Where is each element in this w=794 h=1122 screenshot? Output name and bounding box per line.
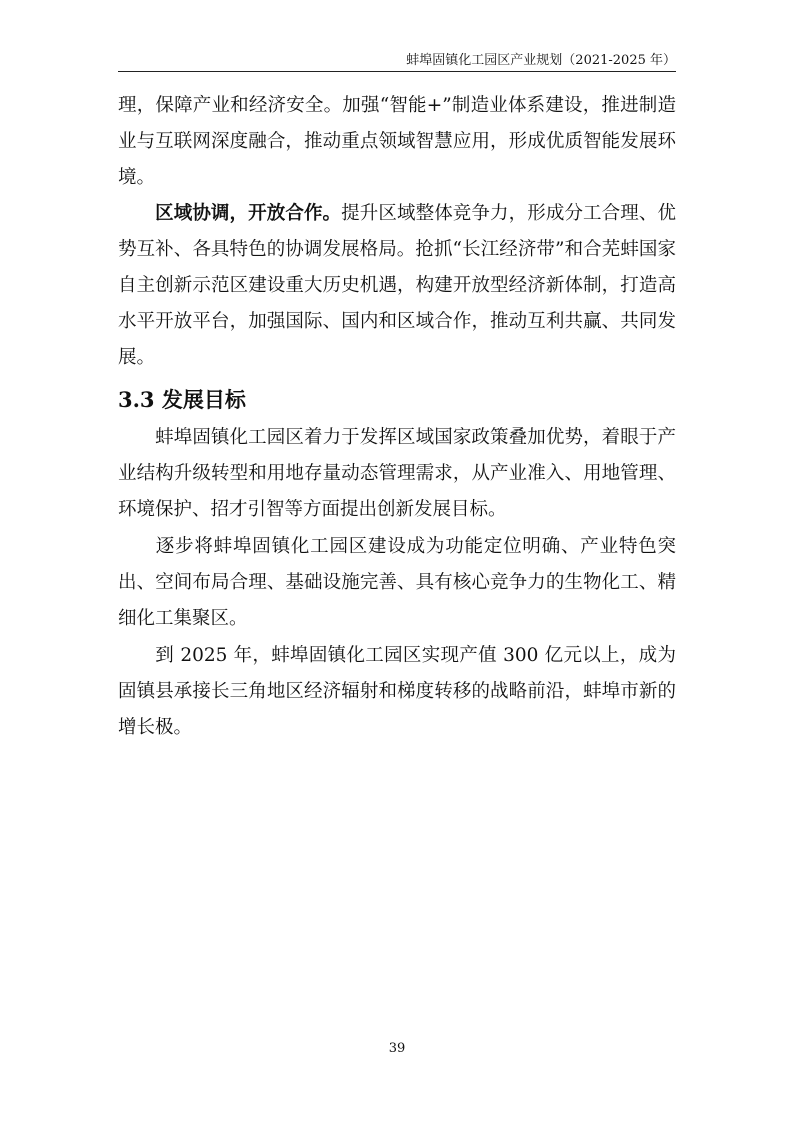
paragraph-text: 理，保障产业和经济安全。加强“智能+”制造业体系建设，推进制造业与互联网深度融合，推动重点领域智慧应用，形成优质智能发展环境。 [118,95,676,188]
paragraph-goal-intro [118,420,676,528]
paragraph-text: 逐步将蚌埠固镇化工园区建设成为功能定位明确、产业特色突出、空间布局合理、基础设施完善、具有核心竞争力的生物化工、精细化工集聚区。 [118,536,676,629]
paragraph-text: 蚌埠固镇化工园区着力于发挥区域国家政策叠加优势，着眼于产业结构升级转型和用地存量动态管理需求，从产业准入、用地管理、环境保护、招才引智等方面提出创新发展目标。 [118,427,676,520]
paragraph-goal-positioning [118,529,676,637]
paragraph-goal-2025 [118,638,676,746]
paragraph-text: 提升区域整体竞争力，形成分工合理、优势互补、各具特色的协调发展格局。抢抓“长江经济带”和合芜蚌国家自主创新示范区建设重大历史机遇，构建开放型经济新体制，打造高水平开放平台，加强国际、国内和区域合作，推动互利共赢、共同发展。 [118,203,676,368]
paragraph-regional-coordination [118,196,676,376]
paragraph-text: 到 2025 年，蚌埠固镇化工园区实现产值 300 亿元以上，成为固镇县承接长三角地区经济辐射和梯度转移的战略前沿，蚌埠市新的增长极。 [118,645,676,738]
section-heading: 3.3 发展目标 [118,387,246,412]
header-divider [118,71,676,72]
paragraph-lead-bold: 区域协调，开放合作。 [155,203,342,224]
paragraph-continued [118,88,676,196]
page-header-title: 蚌埠固镇化工园区产业规划（2021-2025 年） [406,53,676,68]
page-number: 39 [388,1041,406,1056]
